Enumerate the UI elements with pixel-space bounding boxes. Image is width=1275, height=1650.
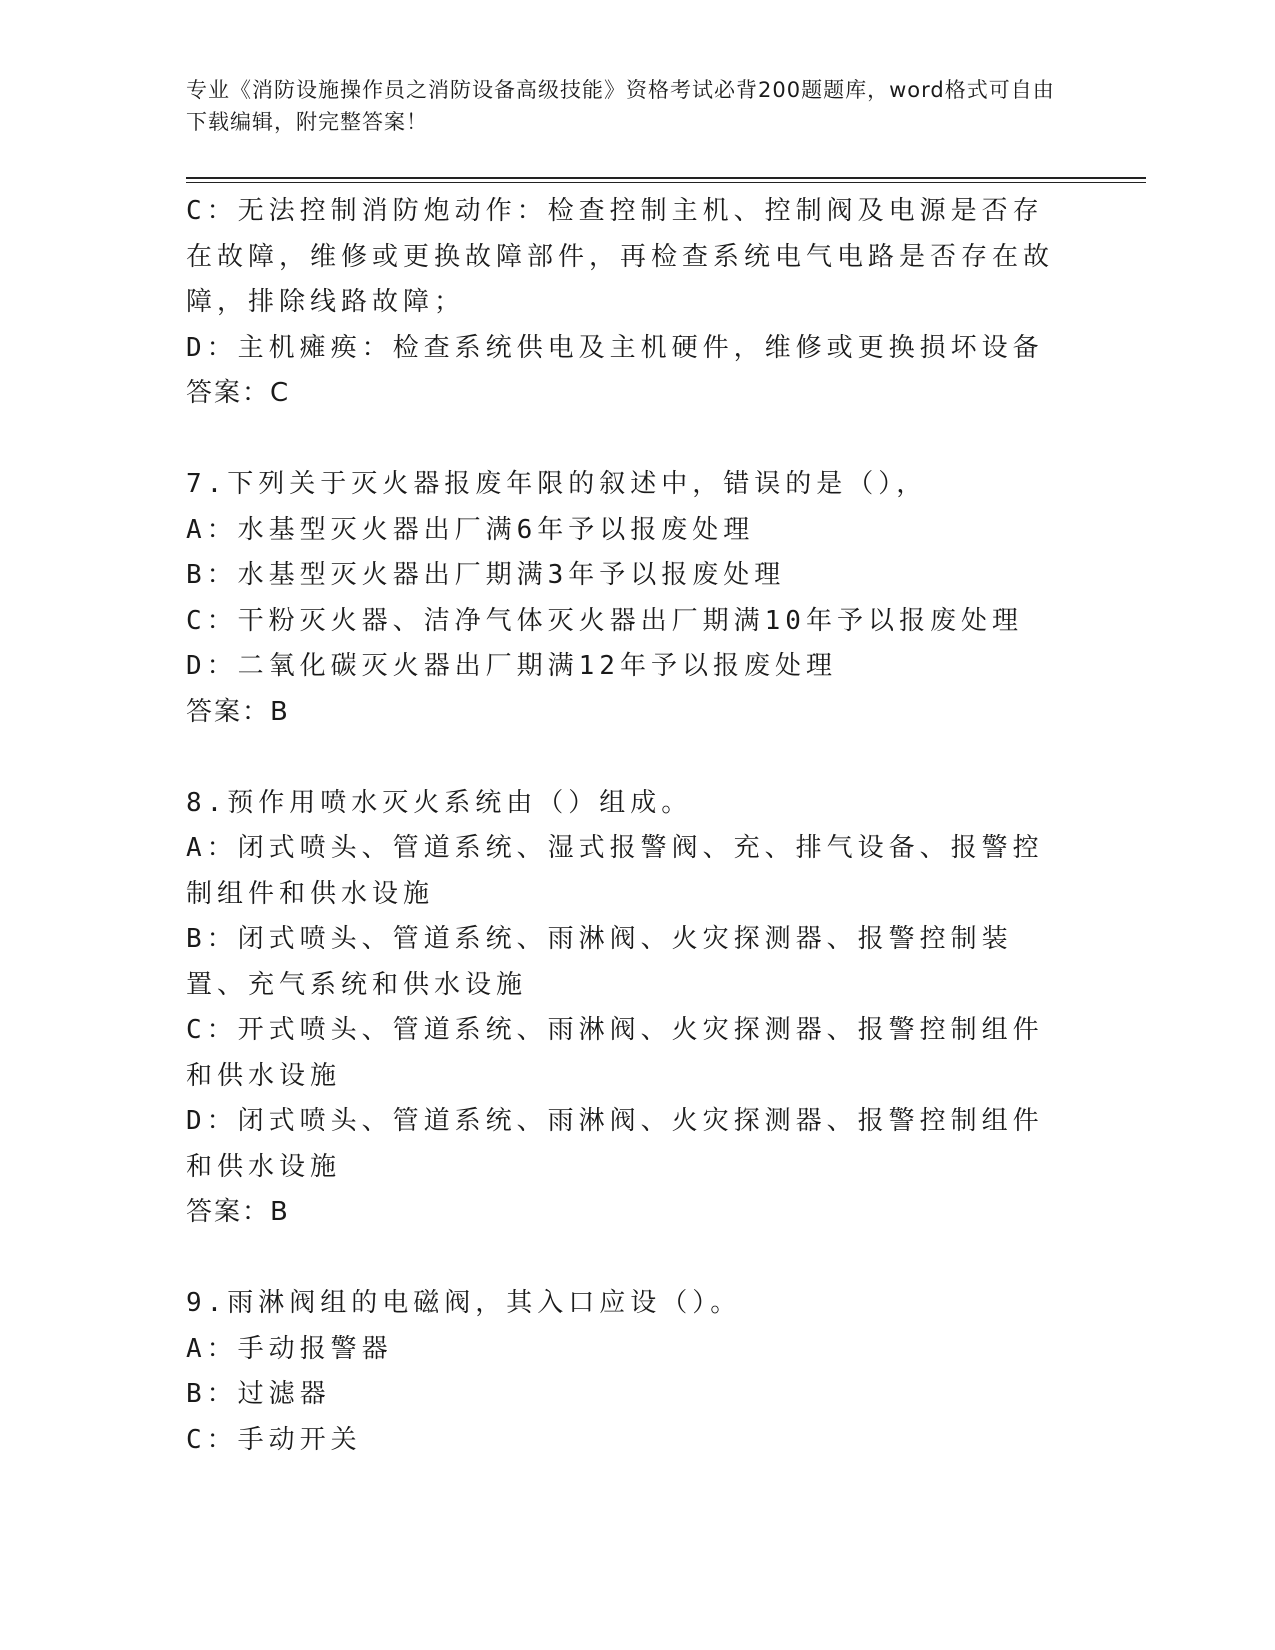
option-d: D：主机瘫痪：检查系统供电及主机硬件，维修或更换损坏设备 bbox=[186, 332, 1044, 363]
option-a: A：手动报警器 bbox=[186, 1333, 393, 1364]
document-header bbox=[186, 74, 1066, 138]
option-c: C：干粉灭火器、洁净气体灭火器出厂期满10年予以报废处理 bbox=[186, 605, 1023, 636]
option-b: B：过滤器 bbox=[186, 1379, 331, 1409]
question-stem: 9.雨淋阀组的电磁阀，其入口应设（）。 bbox=[186, 1288, 742, 1318]
spacer bbox=[186, 417, 1066, 463]
option-b: B：闭式喷头、管道系统、雨淋阀、火灾探测器、报警控制装置、充气系统和供水设施 bbox=[186, 924, 1013, 1000]
header-text: 专业《消防设施操作员之消防设备高级技能》资格考试必背200题题库，word格式可自由下载编辑，附完整答案！ bbox=[186, 78, 1055, 134]
option-c: C：开式喷头、管道系统、雨淋阀、火灾探测器、报警控制组件和供水设施 bbox=[186, 1015, 1044, 1091]
question-content bbox=[186, 189, 1066, 1463]
question-8 bbox=[186, 781, 1066, 1236]
option-c: C：手动开关 bbox=[186, 1424, 362, 1455]
answer-line: 答案：B bbox=[186, 1197, 290, 1227]
spacer bbox=[186, 1236, 1066, 1282]
option-b: B：水基型灭火器出厂期满3年予以报废处理 bbox=[186, 560, 786, 590]
answer-line: 答案：B bbox=[186, 696, 290, 727]
option-d: D：闭式喷头、管道系统、雨淋阀、火灾探测器、报警控制组件和供水设施 bbox=[186, 1106, 1044, 1182]
option-a: A：闭式喷头、管道系统、湿式报警阀、充、排气设备、报警控制组件和供水设施 bbox=[186, 833, 1044, 909]
question-stem: 7.下列关于灭火器报废年限的叙述中，错误的是（）， bbox=[186, 469, 928, 499]
option-c: C：无法控制消防炮动作：检查控制主机、控制阀及电源是否存在故障，维修或更换故障部件，再检查系统电气电路是否存在故障，排除线路故障； bbox=[186, 196, 1055, 317]
option-d: D：二氧化碳灭火器出厂期满12年予以报废处理 bbox=[186, 651, 837, 681]
question-stem: 8.预作用喷水灭火系统由（）组成。 bbox=[186, 787, 693, 818]
question-9 bbox=[186, 1281, 1066, 1463]
header-rule-thick bbox=[186, 177, 1146, 179]
question-7 bbox=[186, 462, 1066, 735]
answer-line: 答案：C bbox=[186, 378, 291, 408]
question-6-continuation bbox=[186, 189, 1066, 417]
option-a: A：水基型灭火器出厂满6年予以报废处理 bbox=[186, 514, 755, 545]
spacer bbox=[186, 735, 1066, 781]
header-rule-thin bbox=[186, 182, 1146, 183]
